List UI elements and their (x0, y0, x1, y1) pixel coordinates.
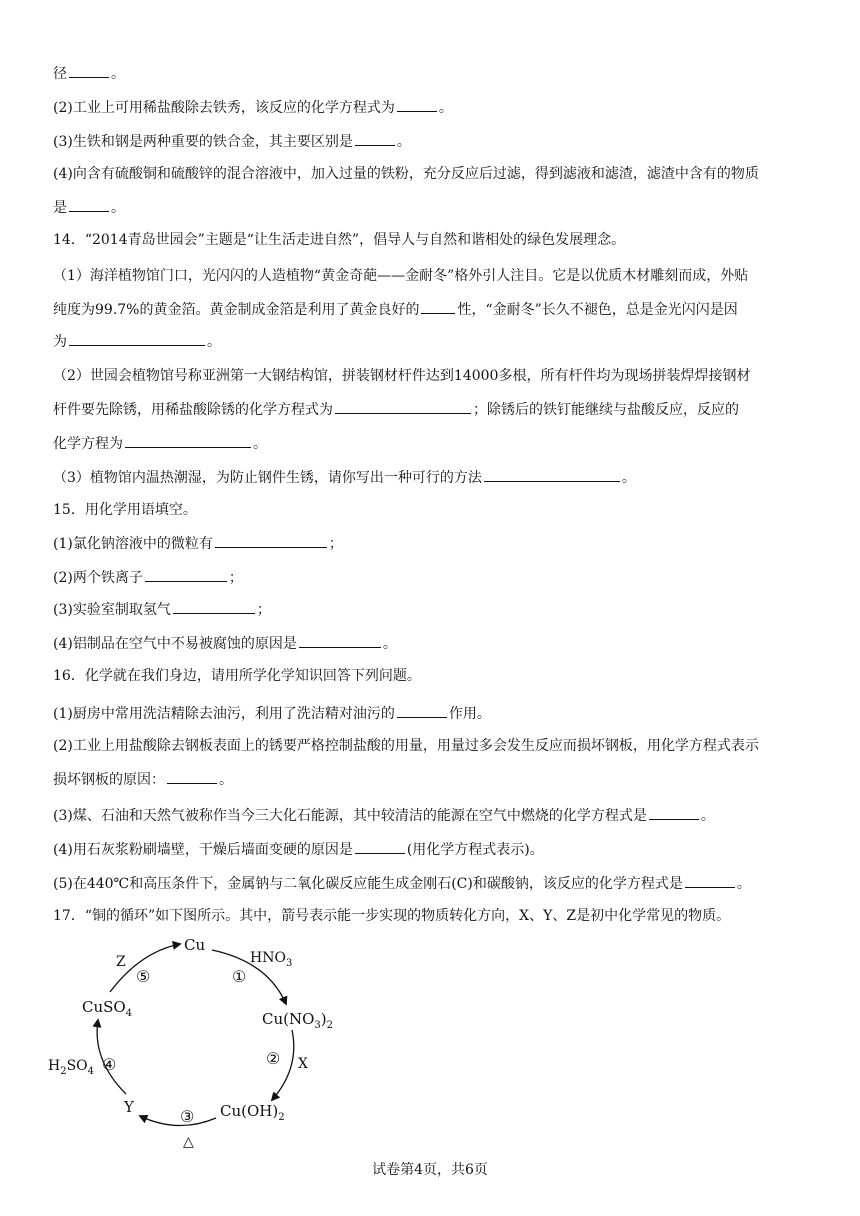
line-text: 14．“2014青岛世园会”主题是“让生活走进自然”，倡导人与自然和谐相处的绿色发展理念。 (53, 232, 626, 248)
line-text: (1)厨房中常用洗洁精除去油污，利用了洗洁精对油污的 (53, 706, 395, 722)
label-x: X (298, 1056, 308, 1072)
label-cuoh2: $Cu(OH)_2$ (220, 1102, 285, 1123)
label-cu: Cu (184, 936, 206, 954)
label-h2so4: $H_2SO_4$ (48, 1058, 95, 1077)
copper-cycle-diagram (40, 928, 360, 1158)
answer-blank[interactable] (215, 532, 327, 548)
answer-blank[interactable] (299, 632, 381, 648)
answer-blank[interactable] (421, 298, 455, 314)
line-text: 。 (438, 100, 453, 116)
text-line (53, 266, 820, 286)
line-text: 作用。 (448, 706, 491, 722)
text-line (53, 500, 820, 520)
text-line (53, 532, 820, 554)
text-line (53, 130, 820, 152)
line-text: (2)工业上用盐酸除去钢板表面上的锈要严格控制盐酸的用量，用量过多会发生反应而损坏钢板，用化学方程式表示 (53, 738, 759, 754)
text-line (53, 736, 820, 756)
answer-blank[interactable] (397, 96, 437, 112)
line-text: 纯度为99.7%的黄金箔。黄金制成金箔是利用了黄金良好的 (53, 302, 420, 318)
text-line (53, 196, 820, 218)
line-text: （3）植物馆内温热潮湿，为防止钢件生锈，请你写出一种可行的方法 (53, 470, 482, 486)
answer-blank[interactable] (173, 598, 255, 614)
label-step4: ④ (102, 1055, 117, 1074)
line-text: ； (228, 570, 243, 586)
answer-blank[interactable] (649, 804, 699, 820)
answer-blank[interactable] (167, 768, 217, 784)
line-text: 径 (53, 66, 67, 82)
text-line (53, 298, 820, 320)
text-line (53, 702, 820, 724)
page-footer: 试卷第4页，共6页 (372, 1162, 488, 1178)
label-hno3: $HNO_3$ (250, 950, 293, 969)
line-text: 。 (621, 470, 636, 486)
line-text: 。 (253, 436, 267, 452)
label-z: Z (116, 954, 126, 970)
line-text: （1）海洋植物馆门口，光闪闪的人造植物“黄金奇葩——金耐冬”格外引人注目。它是以优质木材雕刻而成，外贴 (53, 268, 749, 284)
line-text: 杆件要先除锈，用稀盐酸除锈的化学方程式为 (53, 402, 333, 418)
line-text: (3)生铁和钢是两种重要的铁合金，其主要区别是 (53, 134, 353, 150)
label-cuso4: CuSO$_4$ (82, 998, 133, 1019)
line-text: 。 (736, 876, 751, 892)
text-line (53, 432, 820, 454)
line-text: (3)煤、石油和天然气被称作当今三大化石能源，其中较清洁的能源在空气中燃烧的化学方程式是 (53, 808, 647, 824)
line-text: 17．“铜的循环”如下图所示。其中，箭号表示能一步实现的物质转化方向，X、Y、Z是初中化学常见的物质。 (53, 908, 731, 924)
line-text: 。 (111, 200, 125, 216)
text-line (53, 164, 820, 184)
line-text: ； (328, 536, 343, 552)
line-text: 15．用化学用语填空。 (53, 502, 197, 518)
line-text: (4)铝制品在空气中不易被腐蚀的原因是 (53, 636, 297, 652)
line-text: 。 (382, 636, 397, 652)
text-line (53, 330, 820, 352)
text-line (53, 838, 820, 860)
line-text: 性，“金耐冬”长久不褪色，总是金光闪闪是因 (457, 302, 738, 318)
line-text: (5)在440℃和高压条件下，金属钠与二氧化碳反应能生成金刚石(C)和碳酸钠，该反应的化学方程式是 (53, 876, 683, 892)
line-text: 为 (53, 334, 67, 350)
answer-blank[interactable] (397, 702, 447, 718)
text-line (53, 62, 820, 84)
line-text: (2)工业上可用稀盐酸除去铁秀，该反应的化学方程式为 (53, 100, 395, 116)
text-line (53, 632, 820, 654)
text-line (53, 96, 820, 118)
line-text: 损坏钢板的原因： (53, 772, 165, 788)
line-text: 。 (700, 808, 715, 824)
text-line (53, 566, 820, 588)
text-line (53, 906, 820, 926)
line-text: 。 (396, 134, 411, 150)
text-line (53, 598, 820, 620)
line-text: 16．化学就在我们身边，请用所学化学知识回答下列问题。 (53, 668, 421, 684)
text-line (53, 466, 820, 488)
line-text: (2)两个铁离子 (53, 570, 143, 586)
line-text: (用化学方程式表示)。 (406, 842, 544, 858)
text-line (53, 230, 820, 250)
text-line (53, 768, 820, 790)
text-line (53, 804, 820, 826)
label-heat: △ (183, 1134, 194, 1150)
answer-blank[interactable] (69, 330, 205, 346)
answer-blank[interactable] (125, 432, 251, 448)
line-text: 。 (219, 772, 233, 788)
answer-blank[interactable] (484, 466, 620, 482)
line-text: 化学方程为 (53, 436, 123, 452)
label-step5: ⑤ (136, 967, 151, 986)
label-step3: ③ (180, 1107, 195, 1126)
text-line (53, 872, 820, 894)
label-y: Y (124, 1098, 134, 1116)
line-text: ； (256, 602, 271, 618)
line-text: (4)向含有硫酸铜和硫酸锌的混合溶液中，加入过量的铁粉，充分反应后过滤，得到滤液和滤渣，滤渣中含有的物质 (53, 166, 759, 182)
line-text: 。 (207, 334, 221, 350)
line-text: (1)氯化钠溶液中的微粒有 (53, 536, 213, 552)
line-text: 。 (111, 66, 125, 82)
line-text: 是 (53, 200, 67, 216)
arrow-step3 (140, 1116, 216, 1126)
text-line (53, 666, 820, 686)
answer-blank[interactable] (69, 62, 109, 78)
answer-blank[interactable] (355, 130, 395, 146)
label-step1: ① (232, 967, 247, 986)
line-text: ；除锈后的铁钉能继续与盐酸反应，反应的 (473, 402, 739, 418)
label-step2: ② (266, 1049, 281, 1068)
answer-blank[interactable] (685, 872, 735, 888)
answer-blank[interactable] (335, 398, 471, 414)
text-line (53, 398, 820, 420)
answer-blank[interactable] (69, 196, 109, 212)
answer-blank[interactable] (355, 838, 405, 854)
line-text: (3)实验室制取氢气 (53, 602, 171, 618)
label-cuno32: $Cu(NO_3)_2$ (262, 1010, 334, 1031)
line-text: (4)用石灰浆粉刷墙壁，干燥后墙面变硬的原因是 (53, 842, 353, 858)
line-text: （2）世园会植物馆号称亚洲第一大钢结构馆，拼装钢材杆件达到14000多根，所有杆件均为现场拼装焊焊接钢材 (53, 368, 751, 384)
text-line (53, 366, 820, 386)
answer-blank[interactable] (145, 566, 227, 582)
